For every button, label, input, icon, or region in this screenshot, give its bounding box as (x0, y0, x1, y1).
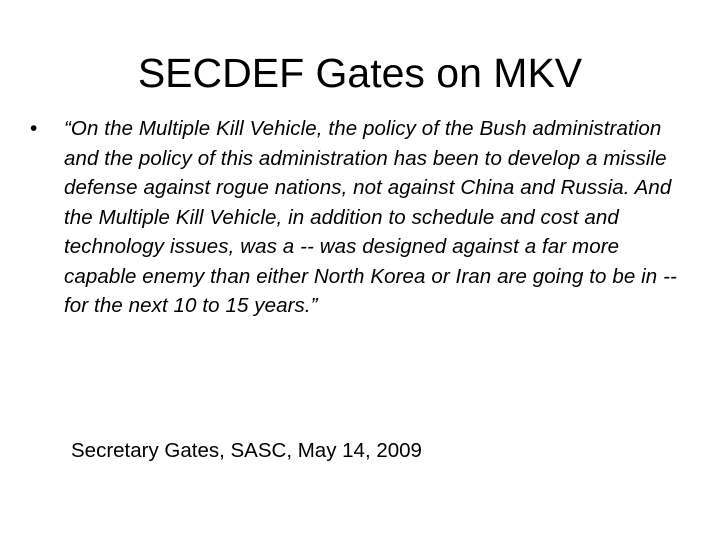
slide-title: SECDEF Gates on MKV (137, 50, 583, 96)
quote-text: “On the Multiple Kill Vehicle, the policy of the Bush administration and the policy of this administration has been to develop a missile defense against rogue nations, not against China and Russia. And the Multiple Kill Vehicle, in addition to schedule and cost and technology issues, was a -- was designed against a far more capable enemy than either North Korea or Iran are going to be in -- for the next 10 to 15 years.” (64, 117, 677, 317)
bullet-marker-icon: • (30, 117, 38, 140)
bullet-item-quote (30, 114, 680, 321)
quote-attribution: Secretary Gates, SASC, May 14, 2009 (71, 439, 422, 462)
bullet-list (30, 114, 680, 321)
